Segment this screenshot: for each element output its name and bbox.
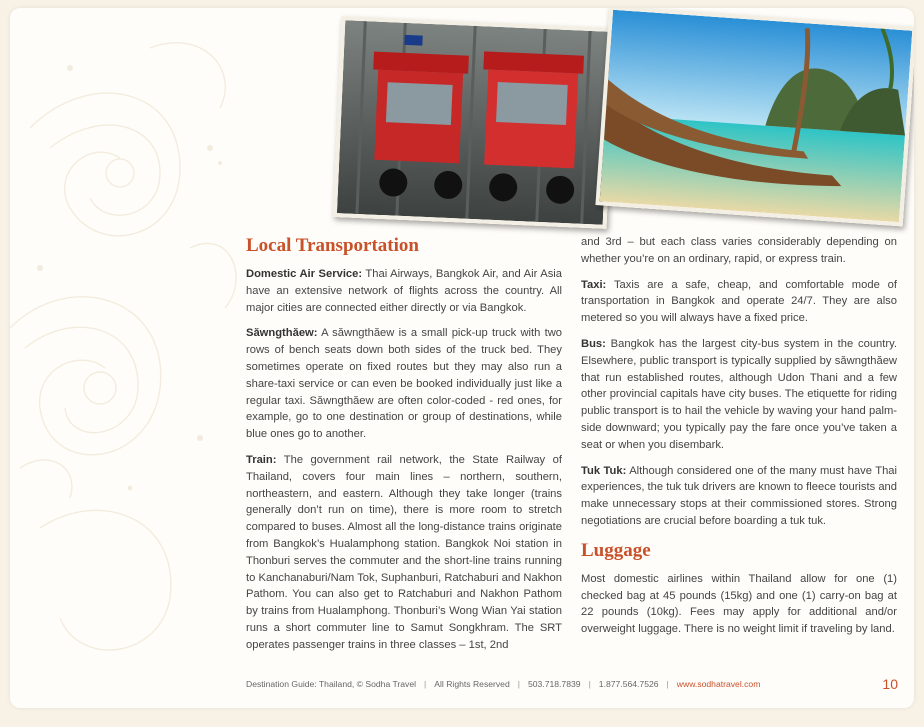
label-domestic-air: Domestic Air Service: xyxy=(246,268,363,280)
label-bus: Bus: xyxy=(581,337,606,350)
paragraph-tuk-tuk xyxy=(581,463,897,530)
footer-phone-2: 1.877.564.7526 xyxy=(598,679,659,689)
paragraph-train xyxy=(246,452,562,654)
footer-rights: All Rights Reserved xyxy=(434,679,510,689)
column-right xyxy=(581,234,897,647)
paragraph-train-continued: and 3rd – but each class varies considerably depending on whether you’re on an ordinary, rapid, or express train. xyxy=(581,236,897,265)
text-tuk-tuk: Although considered one of the many must have Thai experiences, the tuk tuk drivers are known to fleece tourists and make unnecessary stops at their commissioned stores. Strong negotiations are crucial before boarding a tuk tuk. xyxy=(581,464,897,527)
footer-phone-1: 503.718.7839 xyxy=(527,679,581,689)
paragraph-bus xyxy=(581,336,897,454)
paisley-decoration xyxy=(10,8,250,668)
footer-separator: | xyxy=(588,679,591,689)
text-taxi: Taxis are a safe, cheap, and comfortable mode of transportation in Bangkok and operate 24/7. They are also metered so you will always have a fixed price. xyxy=(581,278,897,325)
footer-separator: | xyxy=(666,679,669,689)
footer-separator: | xyxy=(517,679,520,689)
paragraph-sawngthaew xyxy=(246,325,562,443)
column-left xyxy=(246,234,562,663)
footer-source: Destination Guide: Thailand, © Sodha Travel xyxy=(246,679,417,689)
footer-website-link[interactable]: www.sodhatravel.com xyxy=(676,679,761,689)
label-sawngthaew: Săwngthăew: xyxy=(246,327,318,340)
label-tuk-tuk: Tuk Tuk: xyxy=(581,464,627,477)
text-train: The government rail network, the State Railway of Thailand, covers four main lines – northern, southern, northeastern, and eastern. Although they take longer (trains generally don’t run on time), there is more room to stretch compared to buses. Almost all the long-distance trains originate from Bangkok’s Hualamphong station. Bangkok Noi station in Thonburi serves the commuter and the short-line trains running to Kanchanaburi/Nam Tok, Suphanburi, Ratchaburi and Nakhon Pathom. You can also get to Ratchaburi and Nakhon Pathom by trains from Hualamphong. Thonburi’s Wong Wian Yai station runs a short commuter line to Samut Songkhram. The SRT operates passenger trains in three classes – 1st, 2nd xyxy=(246,453,562,651)
section-heading-luggage: Luggage xyxy=(581,539,651,561)
paragraph-luggage: Most domestic airlines within Thailand allow for one (1) checked bag at 45 pounds (15kg) and one (1) carry-on bag at 22 pounds (10kg). Fees may apply for additional and/or overweight luggage. There is no weight limit if traveling by land. xyxy=(581,572,897,636)
page-number: 10 xyxy=(882,676,898,692)
tuk-tuk-photo xyxy=(333,16,616,229)
page-footer xyxy=(246,676,898,692)
label-train: Train: xyxy=(246,453,277,466)
text-sawngthaew: A săwngthăew is a small pick-up truck with two rows of bench seats down both sides of the truck bed. They sometimes operate on fixed routes but they may also run a share-taxi service or can even be booked individually just like a regular taxi. Săwngthăew are often color-coded - red ones, for example, go to one destination or group of destinations, while blue ones go to another. xyxy=(246,327,562,441)
section-heading-local-transportation: Local Transportation xyxy=(246,235,419,256)
label-taxi: Taxi: xyxy=(581,278,607,291)
page xyxy=(10,8,914,708)
text-domestic-air: Thai Airways, Bangkok Air, and Air Asia have an extensive network of flights across the country. All major cities are connected either directly or via Bangkok. xyxy=(246,268,562,314)
footer-separator: | xyxy=(424,679,427,689)
text-bus: Bangkok has the largest city-bus system in the country. Elsewhere, public transport is typically supplied by săwngthăew that run established routes, although Udon Thani and a few other provincial capitals have city buses. The etiquette for riding public transport is to hail the vehicle by waving your hand palm-side downward; you typically pay the fare once you’ve taken a seat or when you disembark. xyxy=(581,337,897,451)
paragraph-domestic-air xyxy=(246,266,562,316)
longtail-boat-photo xyxy=(595,8,914,226)
paragraph-taxi xyxy=(581,277,897,327)
